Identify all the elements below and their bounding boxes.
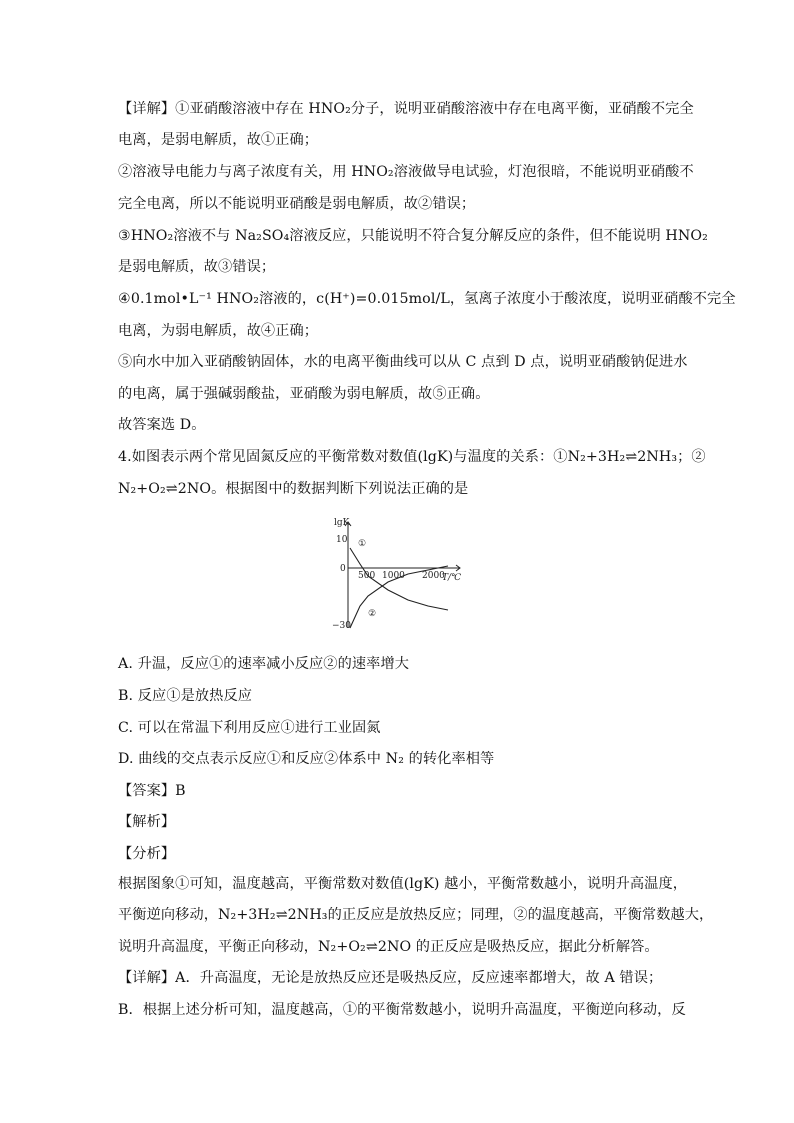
text-line: ④0.1mol•L⁻¹ HNO₂溶液的，c(H⁺)=0.015mol/L，氢离子浓度小于酸浓度，说明亚硝酸不完全 [118, 291, 736, 307]
text-line: 的电离，属于强碱弱酸盐，亚硝酸为弱电解质，故⑤正确。 [118, 386, 490, 402]
text-line: ⑤向水中加入亚硝酸钠固体，水的电离平衡曲线可以从 C 点到 D 点，说明亚硝酸钠促进水 [118, 354, 688, 370]
text-line: ②溶液导电能力与离子浓度有关，用 HNO₂溶液做导电试验，灯泡很暗，不能说明亚硝酸不 [118, 164, 694, 180]
text-line: 【详解】①亚硝酸溶液中存在 HNO₂分子，说明亚硝酸溶液中存在电离平衡，亚硝酸不完全 [118, 101, 694, 117]
text-line: 说明升高温度，平衡正向移动，N₂+O₂⇌2NO 的正反应是吸热反应，据此分析解答。 [118, 939, 659, 955]
text-line: C. 可以在常温下利用反应①进行工业固氮 [118, 720, 381, 736]
x-tick-1000: 1000 [382, 571, 405, 581]
y-axis-label: lgK [334, 518, 350, 528]
text-line: 电离，为弱电解质，故④正确； [118, 323, 319, 339]
text-line: 是弱电解质，故③错误； [118, 259, 276, 275]
y-tick-neg30: −30 [332, 621, 351, 631]
text-line: 【详解】A．升高温度，无论是放热反应还是吸热反应，反应速率都增大，故 A 错误； [118, 970, 663, 986]
text-line: D. 曲线的交点表示反应①和反应②体系中 N₂ 的转化率相等 [118, 751, 495, 767]
y-tick-0: 0 [340, 564, 346, 574]
text-line: 【答案】B [118, 783, 186, 799]
text-line: 完全电离，所以不能说明亚硝酸是弱电解质，故②错误； [118, 196, 476, 212]
x-axis-label: T/℃ [442, 573, 462, 583]
curve-label-2: ② [368, 609, 377, 619]
text-line: 故答案选 D。 [118, 417, 206, 433]
curve-label-1: ① [358, 539, 367, 549]
text-line: B．根据上述分析可知，温度越高，①的平衡常数越小，说明升高温度，平衡逆向移动，反 [118, 1002, 686, 1018]
text-line: 平衡逆向移动，N₂+3H₂⇌2NH₃的正反应是放热反应；同理，②的温度越高，平衡常数越大， [118, 907, 714, 923]
text-line: 4.如图表示两个常见固氮反应的平衡常数对数值(lgK)与温度的关系：①N₂+3H₂⇌2NH₃；② [118, 449, 706, 465]
text-line: 【解析】 [118, 814, 176, 830]
y-tick-10: 10 [336, 535, 348, 545]
curves [350, 548, 448, 628]
x-tick-2000: 2000 [422, 571, 445, 581]
text-line: 电离，是弱电解质，故①正确； [118, 132, 319, 148]
text-line: A. 升温，反应①的速率减小反应②的速率增大 [118, 656, 410, 672]
text-line: B. 反应①是放热反应 [118, 688, 253, 704]
lgk-temperature-graph [318, 516, 468, 634]
text-line: ③HNO₂溶液不与 Na₂SO₄溶液反应，只能说明不符合复分解反应的条件，但不能说明 HNO₂ [118, 228, 708, 244]
text-line: 【分析】 [118, 846, 176, 862]
x-tick-500: 500 [358, 571, 376, 581]
text-line: 根据图象①可知，温度越高，平衡常数对数值(lgK) 越小，平衡常数越小，说明升高温度， [118, 876, 688, 892]
text-line: N₂+O₂⇌2NO。根据图中的数据判断下列说法正确的是 [118, 481, 469, 497]
